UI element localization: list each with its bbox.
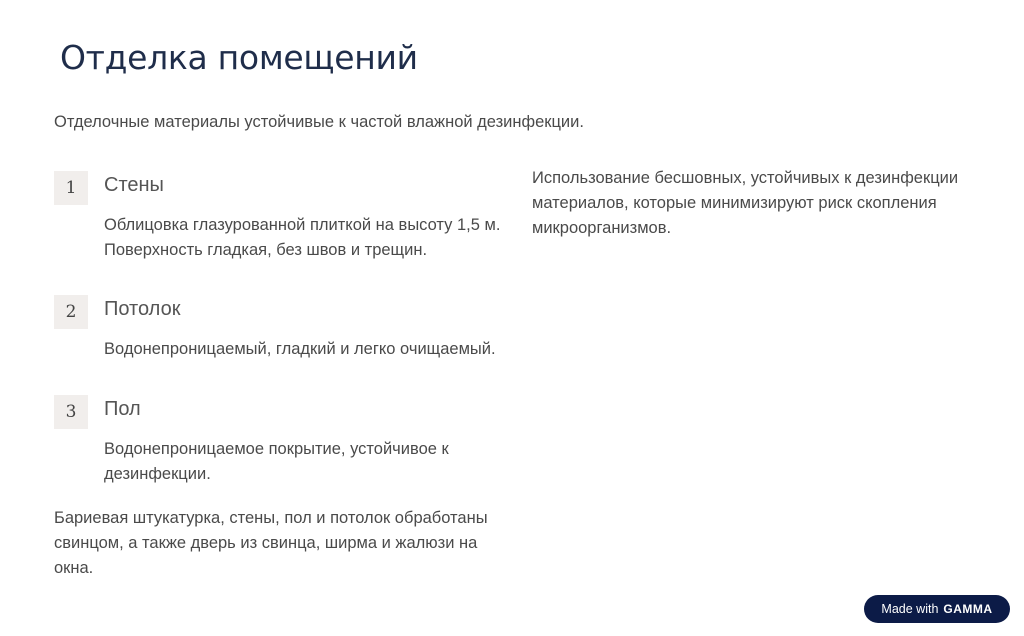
- badge-prefix: Made with: [881, 602, 939, 616]
- made-with-gamma-badge[interactable]: [864, 595, 1010, 623]
- item-title: Стены: [104, 174, 164, 196]
- item-description: Облицовка глазурованной плиткой на высоту 1,5 м. Поверхность гладкая, без швов и трещин.: [104, 216, 501, 259]
- item-title: Пол: [104, 398, 141, 420]
- item-description: Водонепроницаемый, гладкий и легко очищаемый.: [104, 340, 496, 358]
- item-number-badge: 2: [54, 295, 88, 329]
- item-number-badge: 3: [54, 395, 88, 429]
- item-title: Потолок: [104, 298, 181, 320]
- gamma-logo: GAMMA: [943, 602, 993, 616]
- page-subtitle: Отделочные материалы устойчивые к частой влажной дезинфекции.: [54, 113, 584, 131]
- item-number-badge: 1: [54, 171, 88, 205]
- item-description: Водонепроницаемое покрытие, устойчивое к дезинфекции.: [104, 440, 449, 483]
- page-title: Отделка помещений: [60, 38, 418, 77]
- shielding-note: Бариевая штукатурка, стены, пол и потолок обработаны свинцом, а также дверь из свинца, ширма и жалюзи на окна.: [54, 509, 488, 577]
- materials-description: Использование бесшовных, устойчивых к дезинфекции материалов, которые минимизируют риск скопления микроорганизмов.: [532, 169, 959, 237]
